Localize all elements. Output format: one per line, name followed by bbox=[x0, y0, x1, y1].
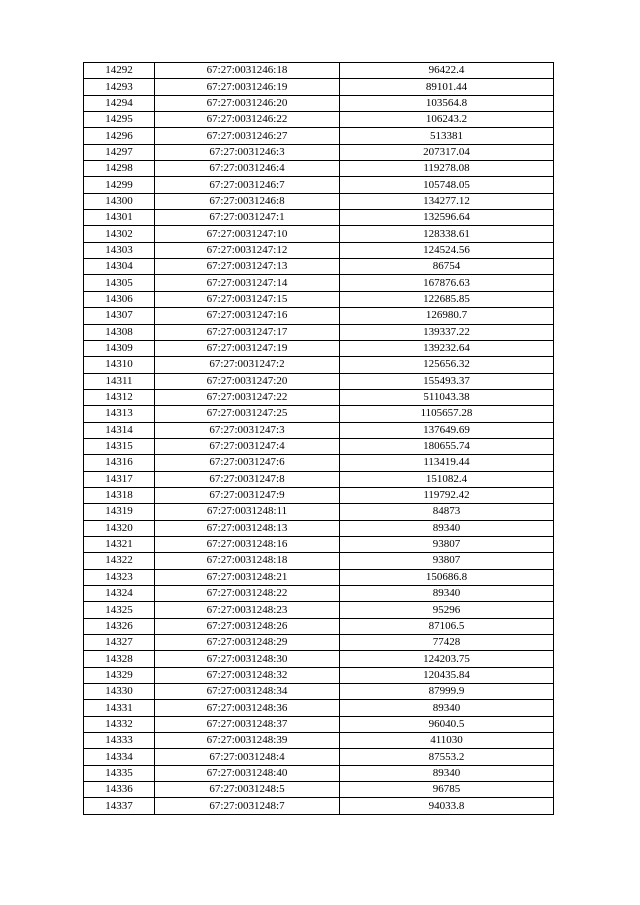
table-row bbox=[84, 373, 554, 389]
cadastral-number-cell: 67:27:0031246:19 bbox=[155, 79, 340, 95]
row-number-cell: 14329 bbox=[84, 667, 155, 683]
table-row bbox=[84, 128, 554, 144]
value-cell: 207317.04 bbox=[340, 144, 554, 160]
row-number-cell: 14336 bbox=[84, 782, 155, 798]
table-row bbox=[84, 569, 554, 585]
row-number-cell: 14316 bbox=[84, 455, 155, 471]
table-row bbox=[84, 651, 554, 667]
cadastral-number-cell: 67:27:0031247:8 bbox=[155, 471, 340, 487]
cadastral-number-cell: 67:27:0031247:22 bbox=[155, 389, 340, 405]
cadastral-number-cell: 67:27:0031248:7 bbox=[155, 798, 340, 814]
cadastral-number-cell: 67:27:0031247:17 bbox=[155, 324, 340, 340]
value-cell: 155493.37 bbox=[340, 373, 554, 389]
row-number-cell: 14315 bbox=[84, 438, 155, 454]
cadastral-number-cell: 67:27:0031248:34 bbox=[155, 684, 340, 700]
table-row bbox=[84, 308, 554, 324]
table-row bbox=[84, 161, 554, 177]
cadastral-number-cell: 67:27:0031246:22 bbox=[155, 112, 340, 128]
cadastral-number-cell: 67:27:0031248:4 bbox=[155, 749, 340, 765]
value-cell: 119792.42 bbox=[340, 487, 554, 503]
value-cell: 151082.4 bbox=[340, 471, 554, 487]
row-number-cell: 14312 bbox=[84, 389, 155, 405]
cadastral-number-cell: 67:27:0031248:13 bbox=[155, 520, 340, 536]
row-number-cell: 14308 bbox=[84, 324, 155, 340]
table-row bbox=[84, 242, 554, 258]
value-cell: 411030 bbox=[340, 733, 554, 749]
cadastral-number-cell: 67:27:0031247:12 bbox=[155, 242, 340, 258]
row-number-cell: 14299 bbox=[84, 177, 155, 193]
cadastral-number-cell: 67:27:0031247:20 bbox=[155, 373, 340, 389]
row-number-cell: 14302 bbox=[84, 226, 155, 242]
cadastral-number-cell: 67:27:0031247:14 bbox=[155, 275, 340, 291]
value-cell: 139232.64 bbox=[340, 340, 554, 356]
table-row bbox=[84, 259, 554, 275]
value-cell: 105748.05 bbox=[340, 177, 554, 193]
value-cell: 122685.85 bbox=[340, 291, 554, 307]
value-cell: 95296 bbox=[340, 602, 554, 618]
value-cell: 124524.56 bbox=[340, 242, 554, 258]
value-cell: 103564.8 bbox=[340, 95, 554, 111]
cadastral-number-cell: 67:27:0031246:7 bbox=[155, 177, 340, 193]
row-number-cell: 14330 bbox=[84, 684, 155, 700]
table-row bbox=[84, 504, 554, 520]
cadastral-number-cell: 67:27:0031248:23 bbox=[155, 602, 340, 618]
table-row bbox=[84, 733, 554, 749]
cadastral-number-cell: 67:27:0031247:19 bbox=[155, 340, 340, 356]
value-cell: 89340 bbox=[340, 586, 554, 602]
table-row bbox=[84, 95, 554, 111]
cadastral-number-cell: 67:27:0031248:18 bbox=[155, 553, 340, 569]
table-row bbox=[84, 112, 554, 128]
cadastral-value-table bbox=[83, 62, 554, 815]
row-number-cell: 14331 bbox=[84, 700, 155, 716]
table-row bbox=[84, 602, 554, 618]
row-number-cell: 14321 bbox=[84, 536, 155, 552]
cadastral-number-cell: 67:27:0031247:25 bbox=[155, 406, 340, 422]
value-cell: 511043.38 bbox=[340, 389, 554, 405]
value-cell: 132596.64 bbox=[340, 210, 554, 226]
value-cell: 513381 bbox=[340, 128, 554, 144]
table-row bbox=[84, 586, 554, 602]
table-row bbox=[84, 193, 554, 209]
value-cell: 120435.84 bbox=[340, 667, 554, 683]
row-number-cell: 14324 bbox=[84, 586, 155, 602]
cadastral-number-cell: 67:27:0031247:2 bbox=[155, 357, 340, 373]
row-number-cell: 14335 bbox=[84, 765, 155, 781]
table-row bbox=[84, 79, 554, 95]
row-number-cell: 14310 bbox=[84, 357, 155, 373]
table-row bbox=[84, 357, 554, 373]
row-number-cell: 14292 bbox=[84, 63, 155, 79]
row-number-cell: 14319 bbox=[84, 504, 155, 520]
cadastral-number-cell: 67:27:0031247:3 bbox=[155, 422, 340, 438]
cadastral-number-cell: 67:27:0031248:29 bbox=[155, 635, 340, 651]
row-number-cell: 14322 bbox=[84, 553, 155, 569]
value-cell: 113419.44 bbox=[340, 455, 554, 471]
cadastral-number-cell: 67:27:0031246:20 bbox=[155, 95, 340, 111]
cadastral-number-cell: 67:27:0031247:6 bbox=[155, 455, 340, 471]
cadastral-number-cell: 67:27:0031247:15 bbox=[155, 291, 340, 307]
value-cell: 150686.8 bbox=[340, 569, 554, 585]
row-number-cell: 14332 bbox=[84, 716, 155, 732]
table-row bbox=[84, 487, 554, 503]
cadastral-number-cell: 67:27:0031246:27 bbox=[155, 128, 340, 144]
row-number-cell: 14306 bbox=[84, 291, 155, 307]
value-cell: 139337.22 bbox=[340, 324, 554, 340]
cadastral-number-cell: 67:27:0031248:5 bbox=[155, 782, 340, 798]
cadastral-number-cell: 67:27:0031248:26 bbox=[155, 618, 340, 634]
value-cell: 137649.69 bbox=[340, 422, 554, 438]
row-number-cell: 14300 bbox=[84, 193, 155, 209]
table-row bbox=[84, 406, 554, 422]
value-cell: 89340 bbox=[340, 765, 554, 781]
value-cell: 124203.75 bbox=[340, 651, 554, 667]
table-row bbox=[84, 275, 554, 291]
table-row bbox=[84, 177, 554, 193]
table-row bbox=[84, 667, 554, 683]
value-cell: 125656.32 bbox=[340, 357, 554, 373]
value-cell: 89101.44 bbox=[340, 79, 554, 95]
table-row bbox=[84, 553, 554, 569]
row-number-cell: 14309 bbox=[84, 340, 155, 356]
cadastral-number-cell: 67:27:0031246:3 bbox=[155, 144, 340, 160]
table-row bbox=[84, 765, 554, 781]
cadastral-number-cell: 67:27:0031246:18 bbox=[155, 63, 340, 79]
row-number-cell: 14305 bbox=[84, 275, 155, 291]
value-cell: 89340 bbox=[340, 520, 554, 536]
cadastral-number-cell: 67:27:0031247:9 bbox=[155, 487, 340, 503]
table-row bbox=[84, 438, 554, 454]
row-number-cell: 14334 bbox=[84, 749, 155, 765]
cadastral-number-cell: 67:27:0031248:16 bbox=[155, 536, 340, 552]
cadastral-number-cell: 67:27:0031248:40 bbox=[155, 765, 340, 781]
value-cell: 128338.61 bbox=[340, 226, 554, 242]
value-cell: 86754 bbox=[340, 259, 554, 275]
value-cell: 96040.5 bbox=[340, 716, 554, 732]
cadastral-number-cell: 67:27:0031247:16 bbox=[155, 308, 340, 324]
cadastral-number-cell: 67:27:0031248:30 bbox=[155, 651, 340, 667]
cadastral-number-cell: 67:27:0031247:10 bbox=[155, 226, 340, 242]
value-cell: 1105657.28 bbox=[340, 406, 554, 422]
row-number-cell: 14307 bbox=[84, 308, 155, 324]
cadastral-number-cell: 67:27:0031248:39 bbox=[155, 733, 340, 749]
table-row bbox=[84, 700, 554, 716]
row-number-cell: 14326 bbox=[84, 618, 155, 634]
table-row bbox=[84, 798, 554, 814]
row-number-cell: 14313 bbox=[84, 406, 155, 422]
table-row bbox=[84, 635, 554, 651]
row-number-cell: 14295 bbox=[84, 112, 155, 128]
cadastral-number-cell: 67:27:0031248:22 bbox=[155, 586, 340, 602]
value-cell: 87553.2 bbox=[340, 749, 554, 765]
table-row bbox=[84, 520, 554, 536]
row-number-cell: 14325 bbox=[84, 602, 155, 618]
cadastral-number-cell: 67:27:0031248:32 bbox=[155, 667, 340, 683]
row-number-cell: 14327 bbox=[84, 635, 155, 651]
table-row bbox=[84, 389, 554, 405]
table-body bbox=[84, 63, 554, 815]
value-cell: 119278.08 bbox=[340, 161, 554, 177]
cadastral-number-cell: 67:27:0031247:13 bbox=[155, 259, 340, 275]
row-number-cell: 14301 bbox=[84, 210, 155, 226]
row-number-cell: 14337 bbox=[84, 798, 155, 814]
value-cell: 87106.5 bbox=[340, 618, 554, 634]
table-row bbox=[84, 340, 554, 356]
table-row bbox=[84, 782, 554, 798]
table-row bbox=[84, 422, 554, 438]
cadastral-number-cell: 67:27:0031247:1 bbox=[155, 210, 340, 226]
value-cell: 93807 bbox=[340, 553, 554, 569]
table-row bbox=[84, 716, 554, 732]
value-cell: 126980.7 bbox=[340, 308, 554, 324]
table-row bbox=[84, 210, 554, 226]
table-row bbox=[84, 291, 554, 307]
table-row bbox=[84, 226, 554, 242]
table-row bbox=[84, 684, 554, 700]
value-cell: 77428 bbox=[340, 635, 554, 651]
row-number-cell: 14297 bbox=[84, 144, 155, 160]
value-cell: 89340 bbox=[340, 700, 554, 716]
table-row bbox=[84, 455, 554, 471]
row-number-cell: 14293 bbox=[84, 79, 155, 95]
table-row bbox=[84, 618, 554, 634]
row-number-cell: 14311 bbox=[84, 373, 155, 389]
value-cell: 167876.63 bbox=[340, 275, 554, 291]
cadastral-number-cell: 67:27:0031246:8 bbox=[155, 193, 340, 209]
cadastral-number-cell: 67:27:0031248:21 bbox=[155, 569, 340, 585]
value-cell: 87999.9 bbox=[340, 684, 554, 700]
table-row bbox=[84, 749, 554, 765]
value-cell: 84873 bbox=[340, 504, 554, 520]
cadastral-number-cell: 67:27:0031248:37 bbox=[155, 716, 340, 732]
value-cell: 93807 bbox=[340, 536, 554, 552]
row-number-cell: 14314 bbox=[84, 422, 155, 438]
value-cell: 106243.2 bbox=[340, 112, 554, 128]
row-number-cell: 14333 bbox=[84, 733, 155, 749]
value-cell: 96422.4 bbox=[340, 63, 554, 79]
row-number-cell: 14317 bbox=[84, 471, 155, 487]
table-row bbox=[84, 144, 554, 160]
table-row bbox=[84, 471, 554, 487]
row-number-cell: 14323 bbox=[84, 569, 155, 585]
row-number-cell: 14294 bbox=[84, 95, 155, 111]
value-cell: 96785 bbox=[340, 782, 554, 798]
value-cell: 134277.12 bbox=[340, 193, 554, 209]
row-number-cell: 14303 bbox=[84, 242, 155, 258]
table-row bbox=[84, 536, 554, 552]
value-cell: 94033.8 bbox=[340, 798, 554, 814]
row-number-cell: 14318 bbox=[84, 487, 155, 503]
value-cell: 180655.74 bbox=[340, 438, 554, 454]
row-number-cell: 14298 bbox=[84, 161, 155, 177]
row-number-cell: 14320 bbox=[84, 520, 155, 536]
row-number-cell: 14304 bbox=[84, 259, 155, 275]
cadastral-number-cell: 67:27:0031248:11 bbox=[155, 504, 340, 520]
table-row bbox=[84, 324, 554, 340]
cadastral-number-cell: 67:27:0031246:4 bbox=[155, 161, 340, 177]
row-number-cell: 14296 bbox=[84, 128, 155, 144]
cadastral-number-cell: 67:27:0031247:4 bbox=[155, 438, 340, 454]
cadastral-number-cell: 67:27:0031248:36 bbox=[155, 700, 340, 716]
table-row bbox=[84, 63, 554, 79]
row-number-cell: 14328 bbox=[84, 651, 155, 667]
